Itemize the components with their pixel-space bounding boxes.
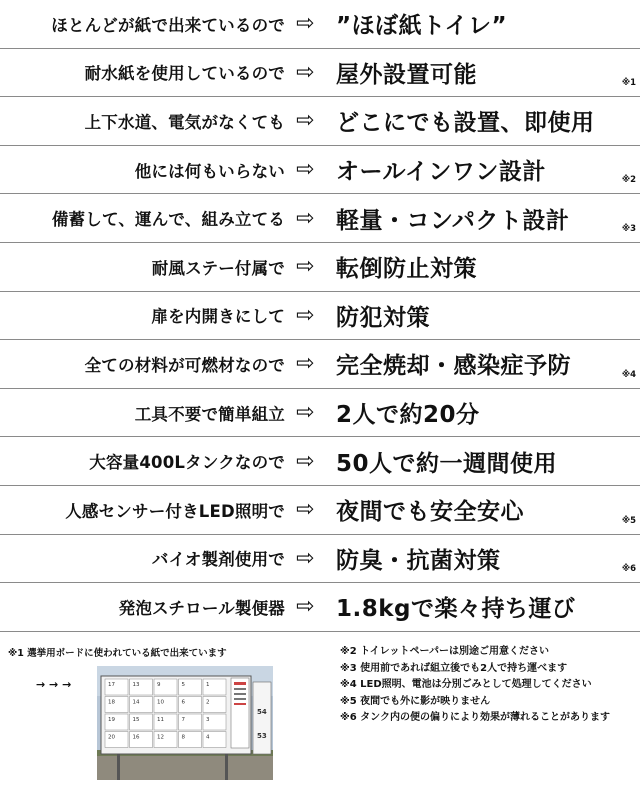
right-arrow-icon: ⇨ xyxy=(296,400,315,426)
board-number: 3 xyxy=(206,717,210,723)
feature-row xyxy=(0,535,640,584)
board-number: 14 xyxy=(132,699,140,706)
board-number: 19 xyxy=(108,717,115,723)
board-number: 20 xyxy=(108,734,115,741)
right-arrow-icon: ⇨ xyxy=(296,205,315,231)
board-number: 17 xyxy=(108,682,115,688)
board-side-number: 54 xyxy=(257,708,267,716)
footnote-left: ※1 選挙用ボードに使われている紙で出来ています xyxy=(8,648,227,659)
feature-benefit: 完全焼却・感染症予防 xyxy=(336,353,571,380)
arrows-to-photo: → → → xyxy=(36,678,72,691)
board-number: 5 xyxy=(181,682,185,688)
footnotes-right xyxy=(340,645,636,728)
feature-benefit: 1.8kgで楽々持ち運び xyxy=(336,596,576,623)
feature-row xyxy=(0,486,640,535)
right-arrow-icon: ⇨ xyxy=(296,157,315,183)
feature-row xyxy=(0,146,640,195)
board-number: 1 xyxy=(206,682,210,688)
footnote-ref: ※3 xyxy=(621,223,636,234)
right-arrow-icon: ⇨ xyxy=(296,594,315,620)
footnote-item: ※3 使用前であれば組立後でも2人で持ち運べます xyxy=(340,662,568,674)
feature-condition: 耐水紙を使用しているので xyxy=(84,64,285,84)
footnote-ref: ※6 xyxy=(621,564,636,575)
footnote-ref: ※4 xyxy=(621,369,636,380)
footnote-item: ※5 夜間でも外に影が映りません xyxy=(340,695,491,707)
board-number: 8 xyxy=(181,734,185,741)
feature-row xyxy=(0,437,640,486)
board-number: 10 xyxy=(157,699,164,706)
footnote-item: ※4 LED照明、電池は分別ごみとして処理してください xyxy=(340,679,592,691)
feature-row xyxy=(0,583,640,632)
feature-condition: 他には何もいらない xyxy=(134,161,285,181)
footnote-item: ※2 トイレットペーパーは別途ご用意ください xyxy=(340,646,550,657)
feature-condition: 備蓄して、運んで、組み立てる xyxy=(51,210,285,230)
right-arrow-icon: ⇨ xyxy=(296,545,315,571)
feature-benefit: オールインワン設計 xyxy=(336,159,546,186)
footnote-item: ※6 タンク内の便の偏りにより効果が薄れることがあります xyxy=(340,712,610,724)
feature-row xyxy=(0,389,640,438)
feature-condition: 扉を内開きにして xyxy=(151,307,285,327)
board-number: 7 xyxy=(181,717,185,723)
feature-benefit: 屋外設置可能 xyxy=(336,61,477,88)
feature-benefit: 夜間でも安全安心 xyxy=(336,499,524,526)
feature-row xyxy=(0,0,640,49)
right-arrow-icon: ⇨ xyxy=(296,254,315,280)
right-arrow-icon: ⇨ xyxy=(296,351,315,377)
board-number: 13 xyxy=(132,682,140,688)
board-number: 15 xyxy=(132,717,140,723)
board-side-number: 53 xyxy=(257,732,267,740)
feature-benefit: 転倒防止対策 xyxy=(336,256,477,283)
right-arrow-icon: ⇨ xyxy=(296,448,315,474)
board-number: 12 xyxy=(157,734,164,741)
feature-condition: ほとんどが紙で出来ているので xyxy=(51,15,285,35)
election-board-photo xyxy=(97,666,273,780)
feature-benefit: 2人で約20分 xyxy=(336,402,480,429)
board-number: 2 xyxy=(206,699,210,706)
feature-condition: 工具不要で簡単組立 xyxy=(134,404,285,424)
feature-row xyxy=(0,243,640,292)
feature-row xyxy=(0,340,640,389)
feature-condition: 発泡スチロール製便器 xyxy=(118,598,285,618)
right-arrow-icon: ⇨ xyxy=(296,108,315,134)
feature-benefit: 軽量・コンパクト設計 xyxy=(336,207,570,234)
feature-row xyxy=(0,194,640,243)
feature-row xyxy=(0,97,640,146)
right-arrow-icon: ⇨ xyxy=(296,11,315,37)
right-arrow-icon: ⇨ xyxy=(296,302,315,328)
feature-benefit: 防臭・抗菌対策 xyxy=(336,547,501,574)
footnote-ref: ※1 xyxy=(621,78,636,89)
board-number: 11 xyxy=(157,717,164,723)
feature-condition: 全ての材料が可燃材なので xyxy=(84,355,285,375)
board-number: 18 xyxy=(108,699,115,706)
right-arrow-icon: ⇨ xyxy=(296,497,315,523)
feature-row xyxy=(0,49,640,98)
feature-condition: バイオ製剤使用で xyxy=(151,550,285,570)
board-number: 6 xyxy=(181,699,185,706)
feature-condition: 人感センサー付きLED照明で xyxy=(65,501,285,521)
feature-benefit: 50人で約一週間使用 xyxy=(336,450,558,477)
feature-benefit: ”ほぼ紙トイレ” xyxy=(336,13,508,40)
footnote-ref: ※5 xyxy=(621,515,636,526)
board-number: 4 xyxy=(206,734,210,741)
right-arrow-icon: ⇨ xyxy=(296,59,315,85)
board-number: 16 xyxy=(132,734,140,741)
board-number: 9 xyxy=(157,682,161,688)
footnote-ref: ※2 xyxy=(621,175,636,186)
feature-benefit: どこにでも設置、即使用 xyxy=(336,110,595,137)
feature-row xyxy=(0,292,640,341)
feature-condition: 耐風ステー付属で xyxy=(151,258,285,278)
feature-condition: 大容量400Lタンクなので xyxy=(89,453,285,473)
feature-benefit: 防犯対策 xyxy=(336,304,430,331)
feature-condition: 上下水道、電気がなくても xyxy=(84,112,285,132)
